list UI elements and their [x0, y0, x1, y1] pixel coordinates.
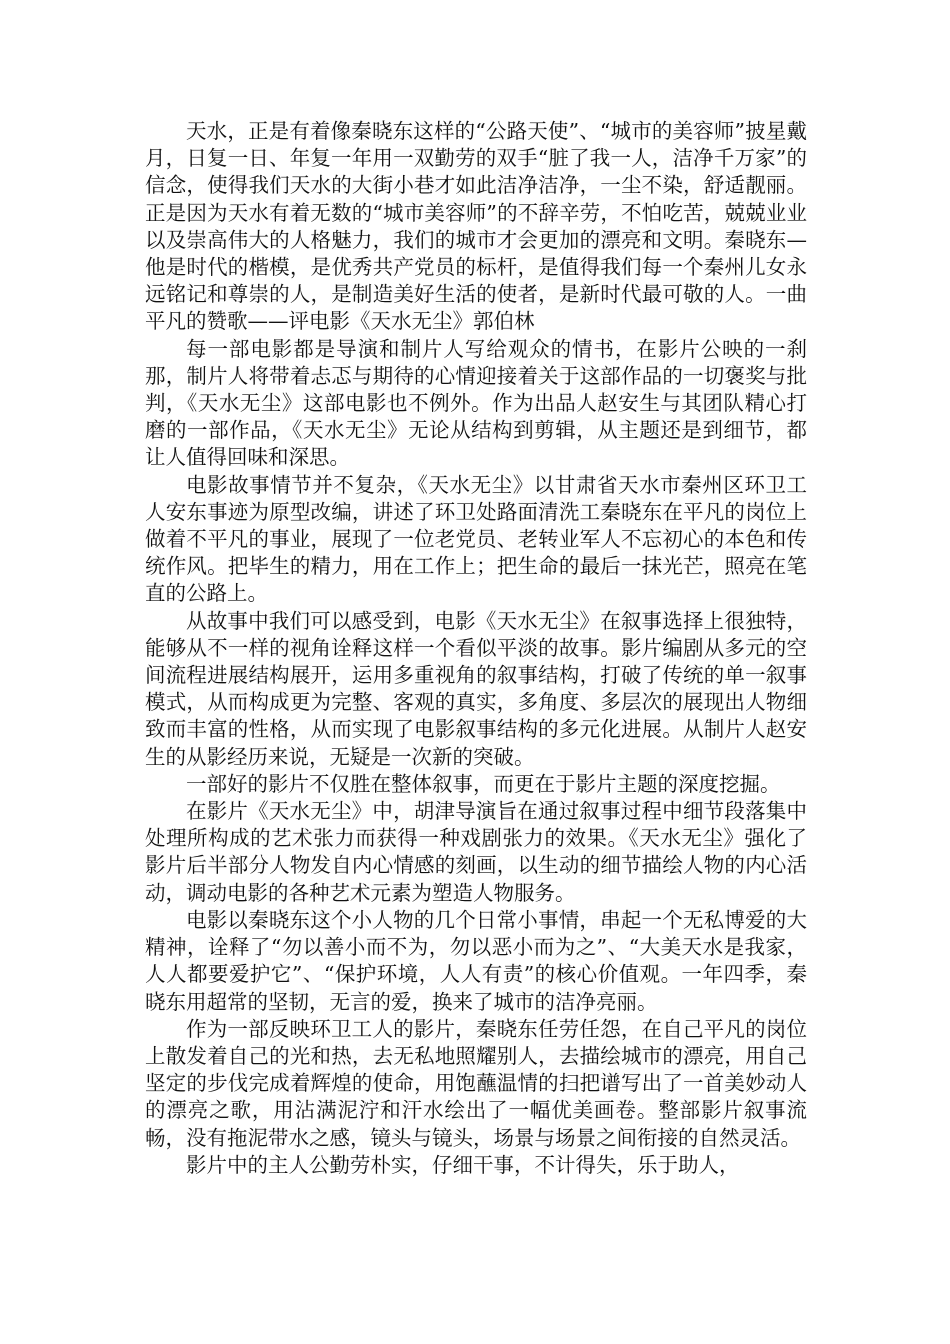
paragraph-3: 电影故事情节并不复杂，《天水无尘》以甘肃省天水市秦州区环卫工人安东事迹为原型改编，讲述了环卫处路面清洗工秦晓东在平凡的岗位上做着不平凡的事业，展现了一位老党员、老转业军人不忘初心的本色和传统作风。把毕生的精力，用在工作上；把生命的最后一抹光芒，照亮在笔直的公路上。 [145, 472, 807, 606]
paragraph-8: 作为一部反映环卫工人的影片，秦晓东任劳任怨，在自己平凡的岗位上散发着自己的光和热，去无私地照耀别人，去描绘城市的漂亮，用自己坚定的步伐完成着辉煌的使命，用饱蘸温情的扫把谱写出了一首美妙动人的漂亮之歌，用沾满泥泞和汗水绘出了一幅优美画卷。整部影片叙事流畅，没有拖泥带水之感，镜头与镜头，场景与场景之间衔接的自然灵活。 [145, 1016, 807, 1150]
paragraph-5: 一部好的影片不仅胜在整体叙事，而更在于影片主题的深度挖掘。 [186, 771, 781, 796]
paragraph-6: 在影片《天水无尘》中，胡津导演旨在通过叙事过程中细节段落集中处理所构成的艺术张力而获得一种戏剧张力的效果。《天水无尘》强化了影片后半部分人物发自内心情感的刻画，以生动的细节描绘人物的内心活动，调动电影的各种艺术元素为塑造人物服务。 [145, 799, 807, 905]
paragraph-1: 天水，正是有着像秦晓东这样的“公路天使”、“城市的美容师”披星戴月，日复一日、年复一年用一双勤劳的双手“脏了我一人，洁净千万家”的信念，使得我们天水的大街小巷才如此洁净洁净，一尘不染，舒适靓丽。正是因为天水有着无数的“城市美容师”的不辞辛劳，不怕吃苦，兢兢业业以及崇高伟大的人格魅力，我们的城市才会更加的漂亮和文明。秦晓东—他是时代的楷模，是优秀共产党员的标杆，是值得我们每一个秦州儿女永远铭记和尊崇的人，是制造美好生活的使者，是新时代最可敬的人。一曲平凡的赞歌——评电影《天水无尘》郭伯林 [145, 119, 807, 334]
paragraph-9: 影片中的主人公勤劳朴实，仔细干事，不计得失，乐于助人， [186, 1152, 740, 1177]
paragraph-2: 每一部电影都是导演和制片人写给观众的情书，在影片公映的一刹那，制片人将带着忐忑与期待的心情迎接着关于这部作品的一切褒奖与批判，《天水无尘》这部电影也不例外。作为出品人赵安生与其团队精心打磨的一部作品，《天水无尘》无论从结构到剪辑，从主题还是到细节，都让人值得回味和深思。 [145, 336, 807, 470]
document-body [145, 118, 807, 1179]
paragraph-7: 电影以秦晓东这个小人物的几个日常小事情，串起一个无私博爱的大精神，诠释了“勿以善小而不为，勿以恶小而为之”、“大美天水是我家，人人都要爱护它”、“保护环境，人人有责”的核心价值观。一年四季，秦晓东用超常的坚韧，无言的爱，换来了城市的洁净亮丽。 [145, 907, 807, 1014]
paragraph-4: 从故事中我们可以感受到，电影《天水无尘》在叙事选择上很独特，能够从不一样的视角诠释这样一个看似平淡的故事。影片编剧从多元的空间流程进展结构展开，运用多重视角的叙事结构，打破了传统的单一叙事模式，从而构成更为完整、客观的真实，多角度、多层次的展现出人物细致而丰富的性格，从而实现了电影叙事结构的多元化进展。从制片人赵安生的从影经历来说，无疑是一次新的突破。 [145, 608, 807, 769]
